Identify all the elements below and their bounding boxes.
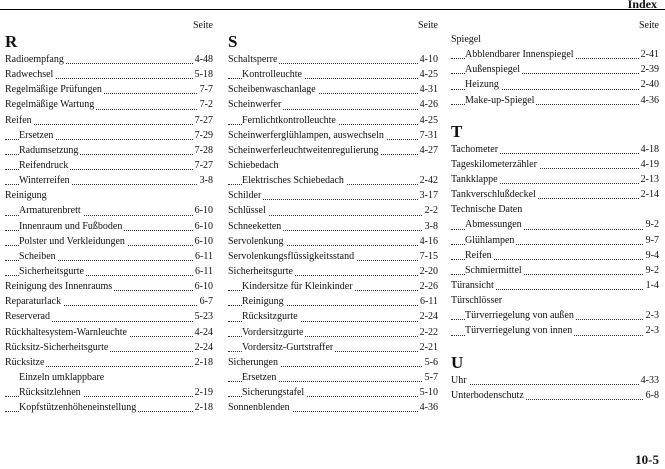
entry-page: 2-13	[639, 172, 659, 187]
entry-page: 2-20	[418, 264, 438, 279]
index-entry	[228, 67, 438, 82]
entry-page: 2-2	[423, 203, 438, 218]
entry-page: 7-7	[198, 82, 213, 97]
entry-label: Sicherungen	[228, 355, 280, 370]
entry-page: 4-27	[418, 143, 438, 158]
entry-label: Rücksitze	[5, 355, 46, 370]
index-column-3	[451, 20, 659, 403]
index-entry	[228, 113, 438, 128]
entry-label: Scheinwerferglühlampen, auswechseln	[228, 128, 386, 143]
entry-label: Reifen	[5, 113, 34, 128]
index-entry	[228, 234, 438, 249]
index-entry	[451, 278, 659, 293]
entry-label: Winterreifen	[19, 173, 72, 188]
seite-label: Seite	[418, 20, 438, 31]
entry-page: 6-10	[193, 279, 213, 294]
entry-label: Schlüssel	[228, 203, 268, 218]
index-entry	[5, 400, 213, 415]
entry-label: Fernlichtkontrolleuchte	[242, 113, 338, 128]
entry-label: Tankklappe	[451, 172, 500, 187]
entry-page: 2-24	[193, 340, 213, 355]
entry-label: Türschlösser	[451, 293, 504, 308]
entry-label: Armaturenbrett	[19, 203, 83, 218]
entry-page: 4-10	[418, 52, 438, 67]
index-entry	[451, 217, 659, 232]
index-entry	[5, 128, 213, 143]
entry-page: 2-18	[193, 400, 213, 415]
index-entry	[451, 142, 659, 157]
index-entry	[5, 234, 213, 249]
seite-label: Seite	[639, 20, 659, 31]
entry-label: Polster und Verkleidungen	[19, 234, 127, 249]
entry-page: 9-7	[644, 233, 659, 248]
index-entry	[228, 158, 438, 173]
entry-page: 6-11	[193, 249, 213, 264]
entry-label: Uhr	[451, 373, 469, 388]
entry-page: 2-40	[639, 77, 659, 92]
entry-label: Innenraum und Fußboden	[19, 219, 124, 234]
entry-label: Ersetzen	[19, 128, 55, 143]
entry-page: 3-8	[198, 173, 213, 188]
seite-label: Seite	[193, 20, 213, 31]
index-entry	[5, 52, 213, 67]
entry-page: 7-29	[193, 128, 213, 143]
index-entry	[228, 249, 438, 264]
entry-label: Türansicht	[451, 278, 496, 293]
section-gap	[451, 339, 659, 353]
index-entry	[451, 157, 659, 172]
entry-label: Schmiermittel	[465, 263, 524, 278]
index-entry	[5, 340, 213, 355]
entry-label: Radumsetzung	[19, 143, 80, 158]
index-entry	[228, 128, 438, 143]
entry-page: 2-39	[639, 62, 659, 77]
index-entry	[5, 97, 213, 112]
entry-page: 2-24	[418, 309, 438, 324]
index-entry	[5, 370, 213, 385]
entry-label: Spiegel	[451, 32, 483, 47]
index-entry	[228, 264, 438, 279]
entry-page: 2-3	[644, 308, 659, 323]
index-entry	[5, 143, 213, 158]
entry-label: Reparaturlack	[5, 294, 63, 309]
entry-label: Elektrisches Schiebedach	[242, 173, 346, 188]
entry-page: 7-31	[418, 128, 438, 143]
index-entry	[451, 388, 659, 403]
entry-page: 4-26	[418, 97, 438, 112]
index-entry	[451, 308, 659, 323]
entry-label: Ersetzen	[242, 370, 278, 385]
entry-label: Reinigung des Innenraums	[5, 279, 114, 294]
index-entry	[451, 323, 659, 338]
index-entry	[228, 294, 438, 309]
entry-page: 3-17	[418, 188, 438, 203]
entry-label: Reifen	[465, 248, 494, 263]
entry-label: Türverriegelung von außen	[465, 308, 576, 323]
entry-page: 6-10	[193, 203, 213, 218]
entry-page: 4-31	[418, 82, 438, 97]
index-entry	[5, 325, 213, 340]
section-letter: T	[451, 121, 463, 141]
entry-label: Radwechsel	[5, 67, 55, 82]
entry-label: Abblendbarer Innenspiegel	[465, 47, 576, 62]
entry-label: Servolenkung	[228, 234, 286, 249]
entry-label: Rückhaltesystem-Warnleuchte	[5, 325, 129, 340]
entry-page: 4-25	[418, 113, 438, 128]
index-entry	[451, 263, 659, 278]
index-entry	[228, 173, 438, 188]
index-entry	[228, 82, 438, 97]
entry-label: Tageskilometerzähler	[451, 157, 539, 172]
index-entry	[228, 355, 438, 370]
index-entry	[451, 293, 659, 308]
entry-page: 5-23	[193, 309, 213, 324]
entry-page: 6-8	[644, 388, 659, 403]
index-entry	[228, 143, 438, 158]
entry-label: Make-up-Spiegel	[465, 93, 536, 108]
index-column-1	[5, 20, 213, 415]
entry-label: Heizung	[465, 77, 501, 92]
index-entry	[5, 294, 213, 309]
index-entry	[5, 219, 213, 234]
index-entry	[5, 82, 213, 97]
index-entry	[228, 325, 438, 340]
entry-page: 4-19	[639, 157, 659, 172]
entry-label: Abmessungen	[465, 217, 524, 232]
entry-label: Regelmäßige Prüfungen	[5, 82, 104, 97]
entry-label: Scheinwerfer	[228, 97, 283, 112]
entry-label: Reserverad	[5, 309, 52, 324]
index-entry	[5, 264, 213, 279]
index-entry	[228, 203, 438, 218]
entry-page: 2-26	[418, 279, 438, 294]
entry-label: Glühlampen	[465, 233, 516, 248]
entry-label: Reinigung	[242, 294, 286, 309]
entry-label: Rücksitzgurte	[242, 309, 300, 324]
entry-page: 1-4	[644, 278, 659, 293]
entry-page: 2-14	[639, 187, 659, 202]
entry-label: Reifendruck	[19, 158, 70, 173]
entry-label: Rücksitzlehnen	[19, 385, 83, 400]
entry-label: Schaltsperre	[228, 52, 279, 67]
index-entry	[5, 188, 213, 203]
index-entry	[228, 340, 438, 355]
entry-label: Kindersitze für Kleinkinder	[242, 279, 355, 294]
entry-page: 9-2	[644, 263, 659, 278]
entry-page: 2-22	[418, 325, 438, 340]
entry-label: Sicherheitsgurte	[228, 264, 295, 279]
entry-label: Scheibenwaschanlage	[228, 82, 318, 97]
index-entry	[451, 233, 659, 248]
index-entry	[451, 77, 659, 92]
index-entry	[228, 400, 438, 415]
entry-page: 5-7	[423, 370, 438, 385]
index-entry	[228, 370, 438, 385]
page-number: 10-5	[635, 452, 659, 467]
index-entry	[5, 203, 213, 218]
entry-page: 2-21	[418, 340, 438, 355]
entry-page: 9-2	[644, 217, 659, 232]
index-entry	[5, 67, 213, 82]
leader-dots	[5, 124, 213, 125]
index-entry	[5, 249, 213, 264]
entry-label: Scheinwerferleuchtweitenregulierung	[228, 143, 381, 158]
index-entry	[228, 385, 438, 400]
entry-page: 4-48	[193, 52, 213, 67]
index-entry	[228, 219, 438, 234]
entry-page: 4-36	[639, 93, 659, 108]
entry-page: 4-16	[418, 234, 438, 249]
entry-label: Außenspiegel	[465, 62, 522, 77]
entry-page: 5-6	[423, 355, 438, 370]
entry-page: 6-11	[193, 264, 213, 279]
entry-page: 7-27	[193, 113, 213, 128]
entry-label: Reinigung	[5, 188, 49, 203]
entry-page: 7-15	[418, 249, 438, 264]
entry-label: Einzeln umklappbare	[19, 370, 106, 385]
entry-page: 5-18	[193, 67, 213, 82]
index-entry	[451, 172, 659, 187]
entry-label: Vordersitz-Gurtstraffer	[242, 340, 335, 355]
entry-label: Vordersitzgurte	[242, 325, 305, 340]
index-entry	[451, 62, 659, 77]
entry-page: 4-33	[639, 373, 659, 388]
entry-page: 2-41	[639, 47, 659, 62]
entry-page: 7-28	[193, 143, 213, 158]
entry-label: Kontrolleuchte	[242, 67, 304, 82]
entry-page: 2-3	[644, 323, 659, 338]
entry-label: Scheiben	[19, 249, 58, 264]
entry-label: Sonnenblenden	[228, 400, 292, 415]
entry-page: 4-18	[639, 142, 659, 157]
entry-label: Rücksitz-Sicherheitsgurte	[5, 340, 110, 355]
header-rule	[0, 9, 665, 10]
index-entry	[228, 52, 438, 67]
index-entry	[228, 188, 438, 203]
entry-label: Unterbodenschutz	[451, 388, 526, 403]
entry-page: 6-7	[198, 294, 213, 309]
index-entry	[451, 187, 659, 202]
entry-label: Tachometer	[451, 142, 500, 157]
index-entry	[5, 113, 213, 128]
entry-page: 2-18	[193, 355, 213, 370]
entry-label: Schilder	[228, 188, 263, 203]
entry-label: Schneeketten	[228, 219, 283, 234]
entry-label: Sicherheitsgurte	[19, 264, 86, 279]
entry-label: Sicherungstafel	[242, 385, 306, 400]
leader-dots	[451, 384, 659, 385]
section-letter: S	[228, 32, 238, 51]
entry-page: 3-8	[423, 219, 438, 234]
index-entry	[5, 355, 213, 370]
section-gap	[451, 108, 659, 122]
entry-page: 9-4	[644, 248, 659, 263]
entry-label: Türverriegelung von innen	[465, 323, 574, 338]
index-entry	[5, 309, 213, 324]
entry-label: Kopfstützenhöheneinstellung	[19, 400, 138, 415]
index-entry	[5, 385, 213, 400]
index-entry	[228, 279, 438, 294]
entry-label: Technische Daten	[451, 202, 524, 217]
entry-page: 7-2	[198, 97, 213, 112]
entry-label: Regelmäßige Wartung	[5, 97, 96, 112]
entry-page: 4-36	[418, 400, 438, 415]
index-entry	[5, 158, 213, 173]
entry-page: 7-27	[193, 158, 213, 173]
index-entry	[228, 309, 438, 324]
index-entry	[451, 248, 659, 263]
index-title: Index	[627, 0, 657, 11]
entry-page: 4-25	[418, 67, 438, 82]
index-entry	[451, 32, 659, 47]
entry-label: Servolenkungsflüssigkeitsstand	[228, 249, 356, 264]
entry-page: 2-42	[418, 173, 438, 188]
index-entry	[228, 97, 438, 112]
section-letter: R	[5, 32, 18, 51]
entry-label: Radioempfang	[5, 52, 66, 67]
section-letter: U	[451, 352, 464, 372]
entry-label: Tankverschlußdeckel	[451, 187, 538, 202]
entry-page: 2-19	[193, 385, 213, 400]
entry-page: 6-10	[193, 234, 213, 249]
entry-page: 5-10	[418, 385, 438, 400]
index-entry	[451, 202, 659, 217]
entry-page: 4-24	[193, 325, 213, 340]
index-entry	[5, 173, 213, 188]
entry-label: Schiebedach	[228, 158, 281, 173]
index-entry	[451, 373, 659, 388]
index-entry	[451, 47, 659, 62]
index-entry	[5, 279, 213, 294]
entry-page: 6-10	[193, 219, 213, 234]
index-entry	[451, 93, 659, 108]
index-column-2	[228, 20, 438, 415]
entry-page: 6-11	[418, 294, 438, 309]
